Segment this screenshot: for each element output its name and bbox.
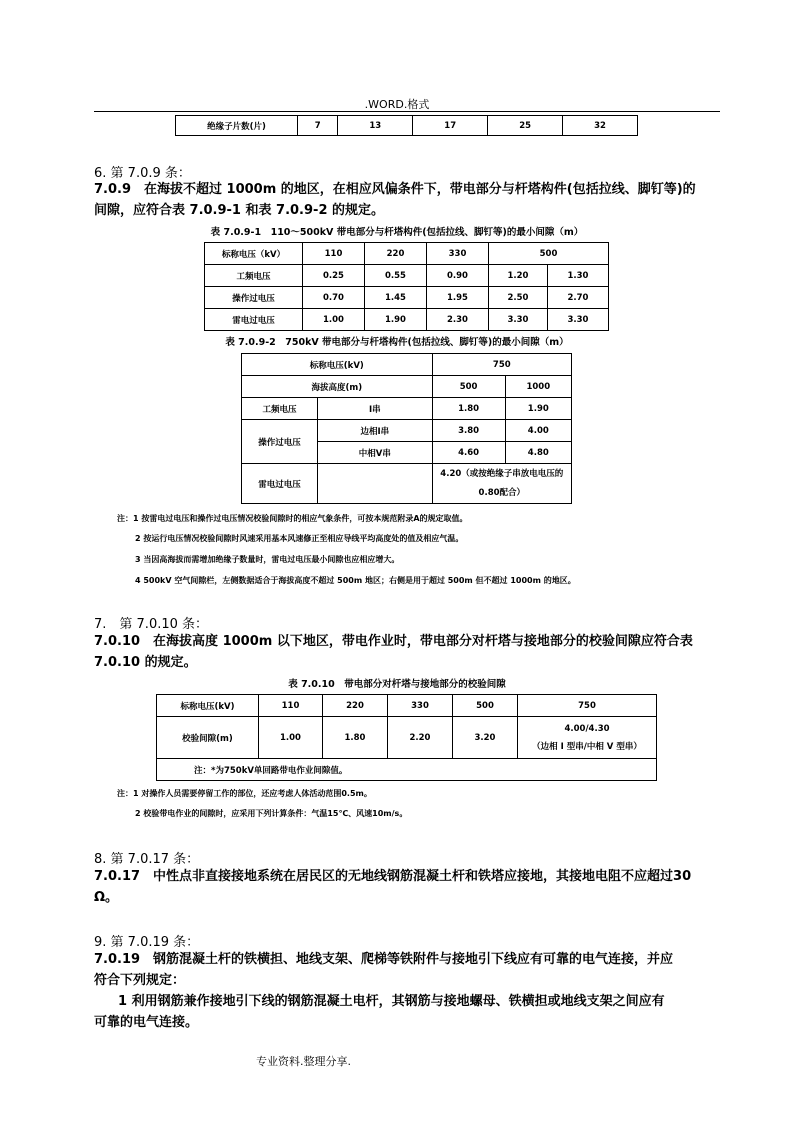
table-cell: 1000 [505, 376, 571, 398]
table-cell: 750 [518, 695, 657, 717]
clearance-table-2 [241, 353, 572, 504]
table-cell: 500 [489, 243, 609, 265]
paragraph-line: 间隙，应符合表 7.0.9-1 和表 7.0.9-2 的规定。 [94, 203, 385, 218]
table-cell: 3.80 [432, 420, 505, 442]
table-cell: 3.20 [453, 717, 518, 759]
table-row [205, 287, 609, 309]
table-cell: 海拔高度(m) [242, 376, 433, 398]
table-cell: I串 [318, 398, 433, 420]
table-cell: 1.80 [323, 717, 388, 759]
table-cell: 2.50 [489, 287, 548, 309]
table-note: 2 按运行电压情况校验间隙时风速采用基本风速修正至相应导线平均高度处的值及相应气温。 [135, 534, 464, 543]
table-row [242, 354, 572, 376]
table-row [157, 695, 657, 717]
table-row [176, 116, 638, 136]
table-cell: 1.90 [365, 309, 427, 331]
table-cell: 330 [388, 695, 453, 717]
table-cell: 4.80 [505, 442, 571, 464]
table-row [242, 464, 572, 504]
table-cell: 标称电压(kV) [157, 695, 259, 717]
table-cell: 220 [323, 695, 388, 717]
paragraph-line: 符合下列规定： [94, 973, 186, 988]
table-cell: 4.00 [505, 420, 571, 442]
table-cell: 220 [365, 243, 427, 265]
table-row [242, 376, 572, 398]
table-cell [432, 464, 571, 504]
table-cell: 2.30 [427, 309, 489, 331]
table-note: 2 校验带电作业的间隙时，应采用下列计算条件：气温15℃、风速10m/s。 [135, 809, 408, 818]
table-cell: 校验间隙(m) [157, 717, 259, 759]
section-heading: 6. 第 7.0.9 条： [94, 166, 191, 181]
section-heading: 9. 第 7.0.19 条： [94, 935, 200, 950]
table-cell: 1.45 [365, 287, 427, 309]
table-cell: 1.80 [432, 398, 505, 420]
table-cell: 2.70 [548, 287, 609, 309]
table-cell: 1.30 [548, 265, 609, 287]
table-row [205, 243, 609, 265]
paragraph-line: Ω。 [94, 890, 119, 905]
table-cell: 操作过电压 [205, 287, 303, 309]
table-caption: 表 7.0.9-1 110～500kV 带电部分与杆塔构件(包括拉线、脚钉等)的最小间隙（m） [210, 227, 584, 238]
table-row [205, 265, 609, 287]
table-cell [318, 464, 433, 504]
header-rule [94, 111, 720, 112]
table-cell: 750 [432, 354, 571, 376]
paragraph-line: 7.0.19 钢筋混凝土杆的铁横担、地线支架、爬梯等铁附件与接地引下线应有可靠的电气连接，并应 [94, 952, 674, 967]
table-cell: 32 [563, 116, 638, 136]
table-cell: 注：*为750kV单回路带电作业间隙值。 [157, 759, 657, 781]
table-cell: 13 [338, 116, 413, 136]
table-row [157, 717, 657, 759]
table-note: 注：1 对操作人员需要停留工作的部位，还应考虑人体活动范围0.5m。 [117, 789, 372, 798]
table-cell [518, 717, 657, 759]
table-cell: 0.55 [365, 265, 427, 287]
paragraph-line: 1 利用钢筋兼作接地引下线的钢筋混凝土电杆，其钢筋与接地螺母、铁横担或地线支架之间应有 [118, 994, 665, 1009]
table-cell: 110 [259, 695, 323, 717]
table-row [205, 309, 609, 331]
section-heading: 7. 第 7.0.10 条： [94, 617, 209, 632]
table-cell: 1.95 [427, 287, 489, 309]
table-cell: 25 [488, 116, 563, 136]
table-cell: 标称电压(kV) [242, 354, 433, 376]
cell-line: （边相 I 型串/中相 V 型串） [532, 741, 642, 752]
table-caption: 表 7.0.10 带电部分对杆塔与接地部分的校验间隙 [288, 679, 506, 690]
table-cell: 1.00 [303, 309, 365, 331]
table-cell: 500 [453, 695, 518, 717]
section-heading: 8. 第 7.0.17 条： [94, 852, 200, 867]
table-cell: 绝缘子片数(片) [176, 116, 298, 136]
table-cell: 操作过电压 [242, 420, 318, 464]
paragraph-line: 7.0.9 在海拔不超过 1000m 的地区，在相应风偏条件下，带电部分与杆塔构件(包括拉线、脚钉等)的 [94, 182, 696, 197]
cell-line: 4.20（或按绝缘子串放电电压的 [440, 468, 564, 479]
insulator-count-table [175, 115, 638, 136]
table-cell: 0.90 [427, 265, 489, 287]
table-cell: 1.00 [259, 717, 323, 759]
table-cell: 工频电压 [242, 398, 318, 420]
table-cell: 0.25 [303, 265, 365, 287]
paragraph-line: 7.0.10 的规定。 [94, 655, 197, 670]
check-gap-table [156, 694, 657, 781]
table-cell: 1.90 [505, 398, 571, 420]
table-cell: 2.20 [388, 717, 453, 759]
cell-line: 0.80配合） [478, 487, 526, 498]
table-cell: 0.70 [303, 287, 365, 309]
table-cell: 330 [427, 243, 489, 265]
clearance-table-1 [204, 242, 609, 331]
table-cell: 4.60 [432, 442, 505, 464]
table-cell: 标称电压（kV） [205, 243, 303, 265]
table-cell: 3.30 [548, 309, 609, 331]
table-caption: 表 7.0.9-2 750kV 带电部分与杆塔构件(包括拉线、脚钉等)的最小间隙（m） [225, 337, 569, 348]
table-note: 4 500kV 空气间隙栏，左侧数据适合于海拔高度不超过 500m 地区；右侧是用于超过 500m 但不超过 1000m 的地区。 [135, 576, 576, 585]
paragraph-line: 7.0.17 中性点非直接接地系统在居民区的无地线钢筋混凝土杆和铁塔应接地，其接地电阻不应超过30 [94, 869, 692, 884]
table-cell: 雷电过电压 [242, 464, 318, 504]
table-note: 3 当因高海拔而需增加绝缘子数量时，雷电过电压最小间隙也应相应增大。 [135, 555, 400, 564]
table-cell: 1.20 [489, 265, 548, 287]
paragraph-line: 7.0.10 在海拔高度 1000m 以下地区，带电作业时，带电部分对杆塔与接地部分的校验间隙应符合表 [94, 634, 693, 649]
page-header: .WORD.格式 [364, 98, 430, 111]
table-cell: 17 [413, 116, 488, 136]
table-cell: 工频电压 [205, 265, 303, 287]
cell-line: 4.00/4.30 [564, 723, 610, 734]
page-footer: 专业资料.整理分享. [256, 1055, 351, 1068]
table-cell: 500 [432, 376, 505, 398]
table-row [242, 398, 572, 420]
table-cell: 7 [298, 116, 338, 136]
table-cell: 3.30 [489, 309, 548, 331]
table-cell: 110 [303, 243, 365, 265]
table-cell: 边相I串 [318, 420, 433, 442]
table-row [157, 759, 657, 781]
table-row [242, 420, 572, 442]
table-cell: 雷电过电压 [205, 309, 303, 331]
table-note: 注：1 按雷电过电压和操作过电压情况校验间隙时的相应气象条件，可按本规范附录A的规定取值。 [117, 514, 468, 523]
paragraph-line: 可靠的电气连接。 [94, 1015, 199, 1030]
table-cell: 中相V串 [318, 442, 433, 464]
